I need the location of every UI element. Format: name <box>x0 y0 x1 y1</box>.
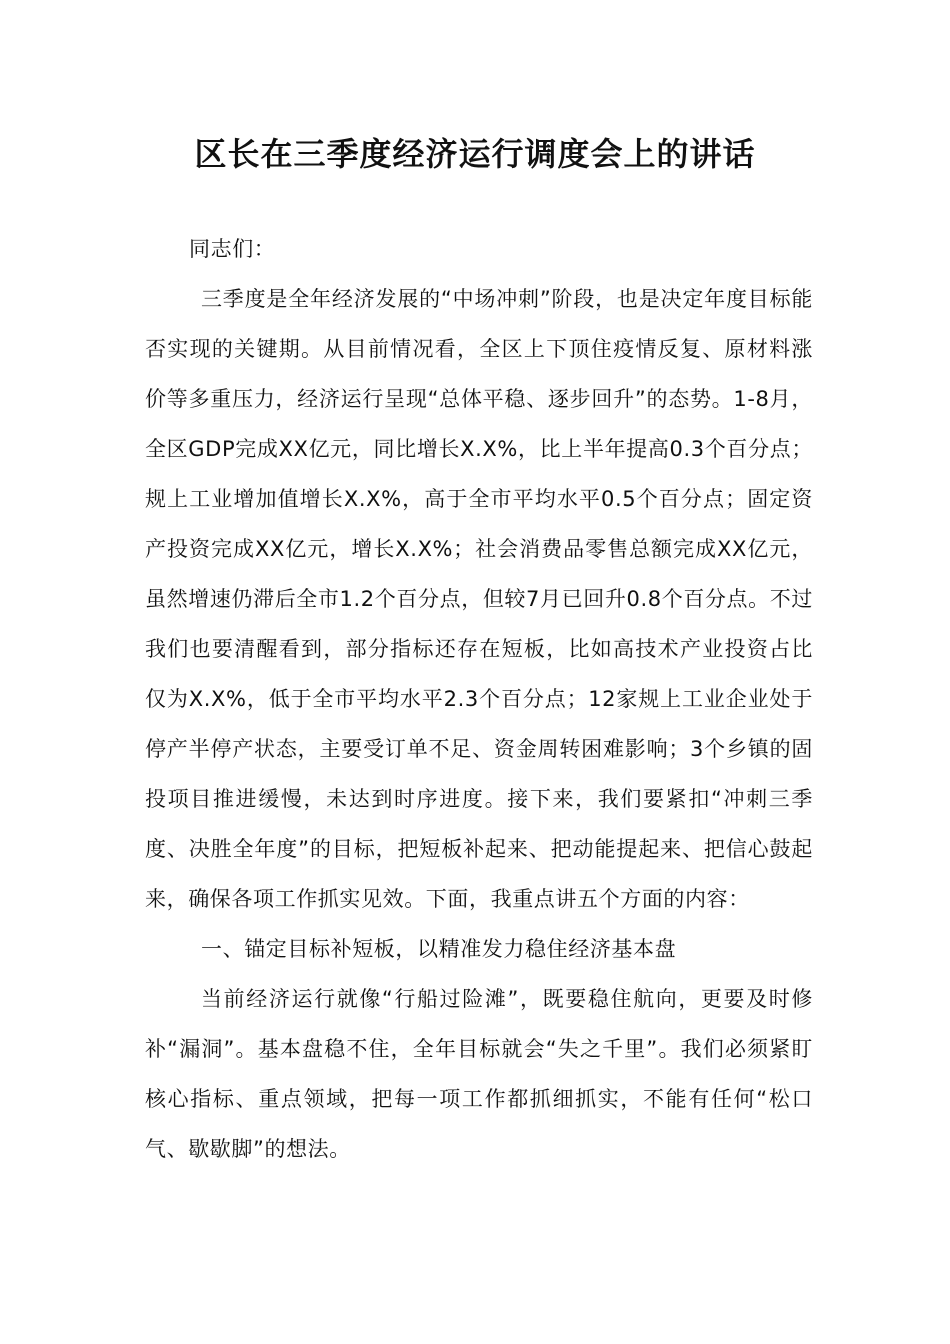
section-paragraph: 当前经济运行就像“行船过险滩”，既要稳住航向，更要及时修补“漏洞”。基本盘稳不住，全年目标就会“失之千里”。我们必须紧盯核心指标、重点领域，把每一项工作都抓细抓实，不能有任何“松口气、歇歇脚”的想法。 <box>145 987 813 1161</box>
document-body <box>145 224 813 1174</box>
intro-paragraph: 三季度是全年经济发展的“中场冲刺”阶段，也是决定年度目标能否实现的关键期。从目前情况看，全区上下顶住疫情反复、原材料涨价等多重压力，经济运行呈现“总体平稳、逐步回升”的态势。1-8月，全区GDP完成XX亿元，同比增长X.X%，比上半年提高0.3个百分点；规上工业增加值增长X.X%，高于全市平均水平0.5个百分点；固定资产投资完成XX亿元，增长X.X%；社会消费品零售总额完成XX亿元，虽然增速仍滞后全市1.2个百分点，但较7月已回升0.8个百分点。不过我们也要清醒看到，部分指标还存在短板，比如高技术产业投资占比仅为X.X%，低于全市平均水平2.3个百分点；12家规上工业企业处于停产半停产状态，主要受订单不足、资金周转困难影响；3个乡镇的固投项目推进缓慢，未达到时序进度。接下来，我们要紧扣“冲刺三季度、决胜全年度”的目标，把短板补起来、把动能提起来、把信心鼓起来，确保各项工作抓实见效。下面，我重点讲五个方面的内容： <box>145 287 813 911</box>
salutation: 同志们： <box>189 237 276 261</box>
section-heading: 一、锚定目标补短板，以精准发力稳住经济基本盘 <box>201 937 677 961</box>
document-title: 区长在三季度经济运行调度会上的讲话 <box>194 135 756 173</box>
